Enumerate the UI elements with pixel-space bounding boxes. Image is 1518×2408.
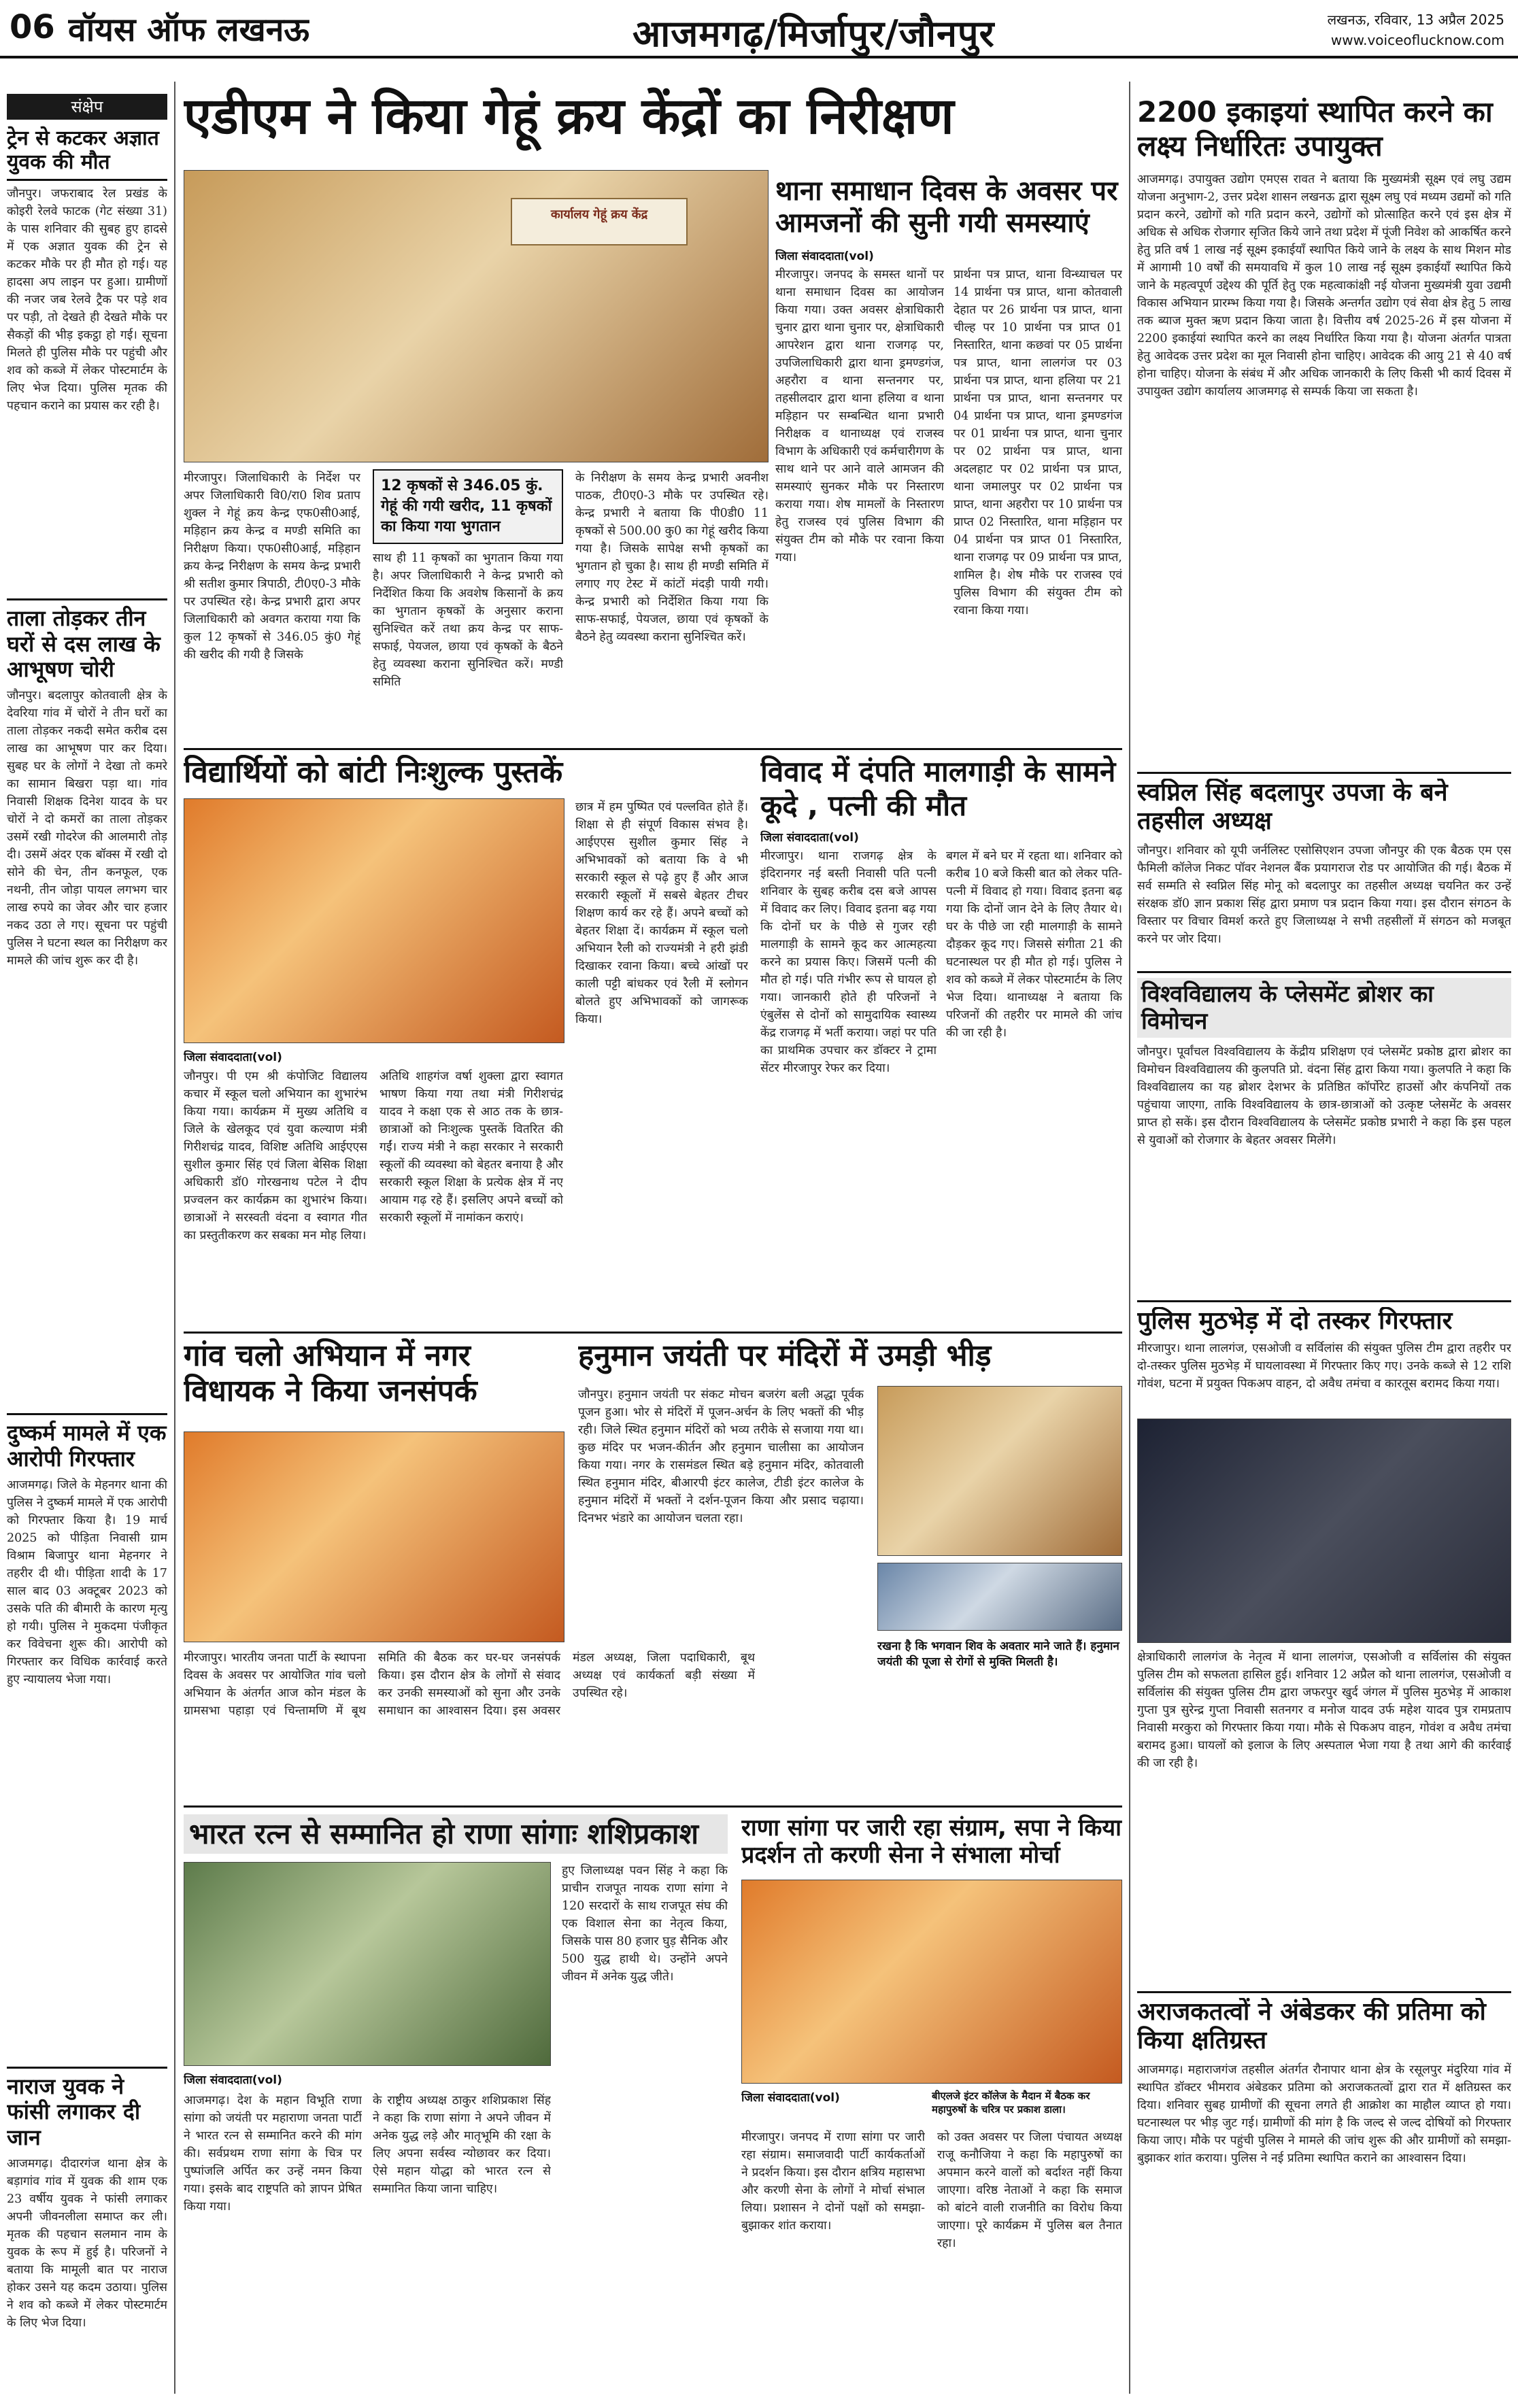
police-headline: पुलिस मुठभेड़ में दो तस्कर गिरफ्तार — [1137, 1307, 1453, 1335]
column-rule — [1129, 82, 1130, 2394]
vivad-story — [760, 755, 1122, 1326]
byline: जिला संवाददाता(vol) — [184, 2073, 282, 2087]
pustak-headline: विद्यार्थियों को बांटी निःशुल्क पुस्तकें — [184, 755, 563, 790]
pustak-body: जौनपुर। पी एम श्री कंपोजिट विद्यालय कचार में स्कूल चलो अभियान का शुभारंभ किया गया। कार्यक्रम में मुख्य अतिथि व जिले के खेलकूद एवं युवा कल्याण मंत्री गिरीशचंद्र यादव, विशिष्ट अतिथि आईएएस सुशील कुमार सिंह एवं जिला बेसिक शिक्षा अधिकारी डॉ0 गोरखनाथ पटेल ने दीप प्रज्वलन कर कार्यक्रम का शुभारंभ किया। छात्राओं ने सरस्वती वंदना व स्वागत गीत का प्रस्तुतीकरण कर सबका मन मोह लिया। — [184, 1070, 367, 1242]
hanuman-story — [578, 1338, 1122, 1801]
rana-photo — [184, 1862, 551, 2066]
gaon-headline: गांव चलो अभियान में नगर विधायक ने किया जनसंपर्क — [184, 1338, 477, 1408]
dateline — [1328, 10, 1504, 50]
divider — [1137, 1300, 1511, 1302]
upayukt-headline: 2200 इकाइयां स्थापित करने का लक्ष्य निर्धारितः उपायुक्त — [1137, 95, 1493, 163]
gaon-body: मीरजापुर। भारतीय जनता पार्टी के स्थापना दिवस के अवसर पर आयोजित गांव चलो अभियान के अंतर्गत आज कोन मंडल के ग्रामसभा पहाड़ा एवं चिन्तामणि में बूथ समिति की बैठक कर घर-घर जनसंपर्क किया। इस दौरान क्षेत्र के लोगों से संवाद कर उनकी समस्याओं को सुना और उनके समाधान का आश्वासन दिया। इस अवसर मंडल अध्यक्ष, जिला पदाधिकारी, बूथ अध्यक्ष एवं कार्यकर्ता बड़ी संख्या में उपस्थित रहे। — [184, 1651, 755, 1718]
vivad-body: बगल में बने घर में रहता था। शनिवार को करीब 10 बजे किसी बात को लेकर पति-पत्नी में विवाद हो गया। विवाद इतना बढ़ गया कि दोनों जान देने के लिए तैयार थे। घर के पीछे जा रही मालगाड़ी के सामने दौड़कर कूद गए। जिससे संगीता 21 की घटनास्थल पर ही मौत हो गई। पुलिस ने शव को कब्जे में लेकर पोस्टमार्टम के लिए भेज दिया। थानाध्यक्ष ने बताया कि परिजनों की तहरीर पर मामले की जांच की जा रही है। — [946, 849, 1122, 1040]
byline: जिला संवाददाता(vol) — [741, 2091, 840, 2105]
hanuman-body: जौनपुर। हनुमान जयंती पर संकट मोचन बजरंग बली अद्धा पूर्वक पूजन हुआ। भोर से मंदिरों में पूजन-अर्चन के लिए भक्तों की भीड़ रही। जिले स्थित हनुमान मंदिरों को भव्य तरीके से सजाया गया था। कुछ मंदिर पर भजन-कीर्तन और हनुमान चालीसा का आयोजन किया गया। नगर के रासमंडल स्थित बड़े हनुमान मंदिर, कोतवाली स्थित हनुमान मंदिर, बीआरपी इंटर कालेज, टीडी इंटर कालेज के हनुमान मंदिरों में भक्तों ने दर्शन-पूजन किया और प्रसाद चढ़ाया। दिनभर भंडारे का आयोजन चलता रहा। — [578, 1388, 864, 1525]
karni-caption: बीएलजे इंटर कॉलेज के मैदान में बैठक कर महापुरुषों के चरित्र पर प्रकाश डाला। — [932, 2089, 1122, 2123]
divider — [7, 598, 167, 600]
sapnil-headline: स्वप्निल सिंह बदलापुर उपजा के बने तहसील अध्यक्ष — [1137, 779, 1448, 836]
briefs-column — [7, 94, 167, 2399]
divider — [7, 2067, 167, 2069]
upayukt-body: आजमगढ़। उपायुक्त उद्योग एमएस रावत ने बताया कि मुख्यमंत्री सूक्ष्म एवं लघु उद्यम योजना अनुभाग-2, उत्तर प्रदेश शासन लखनऊ द्वारा सूक्ष्म लघु एवं मध्यम उद्यमों को गति प्रदान करने, उद्योगों को गति प्रदान करने, उद्योगों को प्रोत्साहित करने एवं इस क्षेत्र में अधिक से अधिक रोजगार सृजित किये जाने तथा प्रदेश में पूंजी निवेश को आकर्षित करने हेतु प्रति वर्ष 1 लाख नई सूक्ष्म इकाईयाँ स्थापित किये जाने के लक्ष्य के साथ मिशन मोड में आगामी 10 वर्षों की समयावधि में कुल 10 लाख नई सूक्ष्म इकाईयाँ स्थापित किये जाने के महत्वपूर्ण उद्देश्य की पूर्ति हेतु एक महत्वाकांक्षी नई योजना मुख्यमंत्री युवा उद्यमी विकास अभियान प्रारम्भ किया गया है। जिसके अन्तर्गत उद्योग एवं सेवा क्षेत्र हेतु 5 लाख तक ब्याज मुक्त ऋण प्रदान किया जाता है। वित्तीय वर्ष 2025-26 में इस योजना में 2200 इकाईयां स्थापित करने का लक्ष्य निर्धारित किया गया है। योजना अंतर्गत पात्रता हेतु आवेदक उत्तर प्रदेश का मूल निवासी होना चाहिए। आवेदक की आयु 21 से 40 वर्ष होना चाहिए। योजना के संबंध में और अधिक जानकारी के लिए किसी भी कार्य दिवस में उपायुक्त उद्योग कार्यालय आजमगढ़ से सम्पर्क किया जा सकता है। — [1137, 173, 1511, 399]
pustak-photo — [184, 798, 564, 1043]
rana-story — [184, 1814, 728, 2399]
brief-body: आजमगढ़। जिले के मेहनगर थाना की पुलिस ने दुष्कर्म मामले में एक आरोपी को गिरफ्तार किया है। 19 मार्च 2025 को पीड़िता निवासी ग्राम विश्राम बिजापुर थाना मेहनगर ने तहरीर दी थी। पीड़िता शादी के 17 साल बाद 03 अक्टूबर 2023 को उसके पति की बीमारी के कारण मृत्यु हो गयी। पुलिस ने मुकदमा पंजीकृत कर विवेचना शुरू की। आरोपी को गिरफ्तार कर विधिक कार्रवाई करते हुए न्यायालय भेजा गया। — [7, 1478, 167, 1686]
police-story — [1137, 1307, 1511, 1987]
byline: जिला संवाददाता(vol) — [775, 250, 874, 264]
lead-col-3 — [575, 469, 769, 741]
vishwa-story — [1137, 978, 1511, 1298]
brief-body: जौनपुर। जफराबाद रेल प्रखंड के कोइरी रेलवे फाटक (गेट संख्या 31) के पास शनिवार की सुबह हुए हादसे में एक अज्ञात युवक की ट्रेन से कटकर मौके पर ही मौत हो गई। यह हादसा अप लाइन पर हुआ। ग्रामीणों की नजर जब रेलवे ट्रैक पर पड़े शव पर पड़ी, तो देखते ही देखते मौके पर सैकड़ों की भीड़ इकट्ठा हो गई। सूचना मिलते ही पुलिस मौके पर पहुंची और शव को कब्जे में लेकर पोस्टमार्टम के लिए भेज दिया। पुलिस मृतक की पहचान कराने का प्रयास कर रही है। — [7, 186, 167, 413]
karni-headline: राणा सांगा पर जारी रहा संग्राम, सपा ने किया प्रदर्शन तो करणी सेना ने संभाला मोर्चा — [741, 1814, 1121, 1869]
pustak-story — [184, 755, 748, 1326]
thana-body: प्रार्थना पत्र प्राप्त, थाना विन्ध्याचल पर 14 प्रार्थना पत्र प्राप्त, थाना कोतवाली देहात पर 26 प्रार्थना पत्र प्राप्त, थाना चील्ह पर 10 प्रार्थना पत्र प्राप्त 01 निस्तारित, थाना कछवां पर 05 प्रार्थना पत्र प्राप्त, थाना लालगंज पर 03 प्रार्थना पत्र प्राप्त, थाना हलिया पर 21 प्रार्थना पत्र प्राप्त, थाना सन्तनगर पर 04 प्रार्थना पत्र प्राप्त, थाना ड्रमण्डगंज पर 01 प्रार्थना पत्र प्राप्त, थाना चुनार पर 02 प्रार्थना पत्र प्राप्त, थाना अदलहाट पर 02 प्रार्थना पत्र प्राप्त, थाना जमालपुर पर 02 प्रार्थना पत्र प्राप्त, थाना अहरौरा पर 10 प्रार्थना पत्र प्राप्त 02 निस्तारित, थाना मड़िहान पर 04 प्रार्थना पत्र प्राप्त 01 निस्तारित, थाना राजगढ़ पर 09 प्रार्थना पत्र प्राप्त, शामिल है। शेष मौके पर राजस्व एवं पुलिस विभाग की संयुक्त टीम को रवाना किया गया। — [954, 268, 1122, 618]
upayukt-story — [1137, 95, 1511, 768]
divider — [7, 1413, 167, 1415]
thana-story — [775, 175, 1122, 747]
karni-body: को उक्त अवसर पर जिला पंचायत अध्यक्ष राजू कनौजिया ने कहा कि महापुरुषों का अपमान करने वालों को बर्दाश्त नहीं किया जाएगा। वरिष्ठ नेताओं ने कहा कि समाज को बांटने वाली राजनीति का विरोध किया जाएगा। पूरे कार्यक्रम में पुलिस बल तैनात रहा। — [937, 2131, 1122, 2250]
page-number: 06 — [10, 8, 55, 46]
section-label: संक्षेप — [7, 94, 167, 120]
region-title: आजमगढ़/मिर्जापुर/जौनपुर — [632, 12, 995, 55]
divider — [184, 1805, 1122, 1808]
brief-headline: दुष्कर्म मामले में एक आरोपी गिरफ्तार — [7, 1420, 167, 1472]
date: लखनऊ, रविवार, 13 अप्रैल 2025 — [1327, 12, 1504, 28]
lead-headline: एडीएम ने किया गेहूं क्रय केंद्रों का निरीक्षण — [184, 87, 954, 146]
website: www.voiceoflucknow.com — [1330, 32, 1504, 48]
lead-col-2 — [373, 469, 563, 741]
sapnil-body: जौनपुर। शनिवार को यूपी जर्नलिस्ट एसोसिएशन उपजा जौनपुर की एक बैठक एम एस फैमिली कॉलेज निकट पॉवर नेशनल बैंक प्रयागराज रोड पर आयोजित की गई। बैठक में सर्व सम्मति से स्वप्निल सिंह मोनू को बदलापुर का तहसील अध्यक्ष चयनित कर उन्हें संरक्षक डॉ0 ज्ञान प्रकाश सिंह द्वारा प्रमाण पत्र प्रदान किया गया। इस दौरान संगठन के विस्तार पर विचार विमर्श करते हुए जिलाध्यक्ष ने सभी तहसीलों में संगठन को मजबूत करने पर जोर दिया। — [1137, 843, 1511, 946]
lead-body: साथ ही 11 कृषकों का भुगतान किया गया है। अपर जिलाधिकारी ने केन्द्र प्रभारी को निर्देशित किया कि अवशेष किसानों के क्रय का भुगतान कृषकों के अनुसार कराना सुनिश्चित करें तथा क्रय केन्द्र पर साफ-सफाई, पेयजल, छाया एवं कृषकों के बैठने हेतु व्यवस्था कराना सुनिश्चित करें। मण्डी समिति — [373, 552, 563, 689]
byline: जिला संवाददाता(vol) — [184, 1051, 282, 1064]
rana-body: के राष्ट्रीय अध्यक्ष ठाकुर शशिप्रकाश सिंह ने कहा कि राणा सांगा ने अपने जीवन में अनेक युद्ध लड़े और मातृभूमि की रक्षा के लिए अपना सर्वस्व न्योछावर कर दिया। ऐसे महान योद्धा को भारत रत्न से सम्मानित किया जाना चाहिए। — [373, 2094, 551, 2196]
police-body: क्षेत्राधिकारी लालगंज के नेतृत्व में थाना लालगंज, एसओजी व सर्विलांस की संयुक्त पुलिस टीम को सफलता हासिल हुई। शनिवार 12 अप्रैल को थाना लालगंज, एसओजी व सर्विलांस की संयुक्त पुलिस टीम द्वारा जफरपुर खुर्द जंगल में पुलिस मुठभेड़ में आकाश गुप्ता पुत्र सुरेन्द्र गुप्ता निवासी सतनगर व मनोज यादव उर्फ महेश यादव पुत्र रामप्रताप निवासी मरकुरा को गिरफ्तार किया गया। मौके से पिकअप वाहन, गोवंश व अवैध तमंचा बरामद हुआ। घायलों को इलाज के लिए अस्पताल भेजा गया है तथा आगे की कार्रवाई की जा रही है। — [1137, 1650, 1511, 1771]
brief-headline: ताला तोड़कर तीन घरों से दस लाख के आभूषण चोरी — [7, 605, 161, 683]
pustak-body: अतिथि शाहगंज वर्षा शुक्ला द्वारा स्वागत भाषण किया गया तथा मंत्री गिरीशचंद्र यादव ने कक्षा एक से आठ तक के छात्र-छात्राओं को निःशुल्क पुस्तकें वितरित की गईं। राज्य मंत्री ने कहा सरकार ने सरकारी स्कूलों की व्यवस्था को बेहतर बनाया है और सरकारी स्कूल शिक्षा के प्रत्येक क्षेत्र में नए आयाम गढ़ रहे हैं। इसलिए अपने बच्चों को सरकारी स्कूलों में नामांकन कराएं। — [380, 1070, 563, 1225]
karni-photo — [741, 1880, 1122, 2084]
brief-headline: ट्रेन से कटकर अज्ञात युवक की मौत — [7, 126, 159, 175]
sapnil-story — [1137, 779, 1511, 966]
hanuman-photo-2 — [877, 1563, 1122, 1631]
divider — [1137, 971, 1511, 973]
lead-headline-box — [184, 87, 1122, 163]
vivad-body: मीरजापुर। थाना राजगढ़ क्षेत्र के इंदिरानगर नई बस्ती निवासी पति पत्नी शनिवार के सुबह करीब दस बजे आपस में विवाद कर लिए। विवाद इतना बढ़ गया कि दोनों घर के पीछे से गुजर रही मालगाड़ी के सामने कूद कर आत्महत्या करने का प्रयास किए। जिसमें पत्नी की मौत हो गई। पति गंभीर रूप से घायल हो गया। जानकारी होते ही परिजनों ने एंबुलेंस से दोनों को सामुदायिक स्वास्थ्य केंद्र राजगढ़ में भर्ती कराया। जहां पर पति का प्राथमिक उपचार कर डॉक्टर ने ट्रामा सेंटर मीरजापुर रेफर कर दिया। — [760, 849, 937, 1076]
lead-body: के निरीक्षण के समय केन्द्र प्रभारी अवनीश पाठक, टी0ए0-3 मौके पर उपस्थित रहे। केन्द्र प्रभारी ने बताया कि पी0डी0 11 कृषकों से 500.00 कु0 का गेहूं खरीद किया गया है। जिसके सापेक्ष सभी कृषकों का भुगतान हो चुका है। साथ ही मण्डी समिति में लगाए गए टेस्ट में कांटों मंदड़ी पायी गयी। केन्द्र प्रभारी को निर्देशित किया गया कि साफ-सफाई, पेयजल, छाया एवं कृषकों के बैठने हेतु व्यवस्था कराना सुनिश्चित करें। — [575, 471, 769, 644]
vishwa-body: जौनपुर। पूर्वांचल विश्वविद्यालय के केंद्रीय प्रशिक्षण एवं प्लेसमेंट प्रकोष्ठ द्वारा ब्रोशर का विमोचन विश्वविद्यालय की कुलपति प्रो. वंदना सिंह द्वारा किया गया। कुलपति ने कहा कि विश्वविद्यालय का यह ब्रोशर देशभर के प्रतिष्ठित कॉर्पोरेट हाउसों और कंपनियों तक पहुंचाया जाएगा, ताकि विश्वविद्यालय के छात्र-छात्राओं को उत्कृष्ट प्लेसमेंट के अवसर प्राप्त हो सकें। इस दौरान विश्वविद्यालय के प्लेसमेंट प्रकोष्ठ प्रभारी ने कहा कि इस पहल से युवाओं को रोजगार के बेहतर अवसर मिलेंगे। — [1137, 1045, 1511, 1148]
karni-story — [741, 1814, 1122, 2399]
masthead — [0, 0, 1518, 58]
divider — [184, 748, 1122, 750]
column-rule — [174, 82, 175, 2394]
thana-body: मीरजापुर। जनपद के समस्त थानों पर थाना समाधान दिवस का आयोजन किया गया। उक्त अवसर क्षेत्राधिकारी चुनार द्वारा थाना चुनार पर, क्षेत्राधिकारी आपरेशन द्वारा थाना राजगढ़ पर, उपजिलाधिकारी द्वारा थाना ड्रमण्डगंज, अहरौरा व थाना सन्तनगर पर, तहसीलदार द्वारा थाना हलिया व थाना मड़िहान पर सम्बन्धित थाना प्रभारी निरीक्षक व थानाध्यक्ष एवं राजस्व विभाग के अधिकारी एवं कर्मचारीगण के साथ थाने पर आने वाले आमजन की समस्याएं सुनकर मौके पर निस्तारण कराया गया। शेष मामलों के निस्तारण हेतु राजस्व एवं पुलिस विभाग की संयुक्त टीम को मौके पर रवाना किया गया। — [775, 268, 944, 565]
divider — [1137, 772, 1511, 774]
ambedkar-headline: अराजकतत्वों ने अंबेडकर की प्रतिमा को किया क्षतिग्रस्त — [1137, 1998, 1486, 2055]
ambedkar-story — [1137, 1998, 1511, 2399]
vishwa-headline: विश्वविद्यालय के प्लेसमेंट ब्रोशर का विमोचन — [1137, 978, 1511, 1038]
police-intro: मीरजापुर। थाना लालगंज, एसओजी व सर्विलांस की संयुक्त पुलिस टीम द्वारा तहरीर पर दो-तस्कर पुलिस मुठभेड़ में घायलावस्था में गिरफ्तार किए गए। उनके कब्जे से 12 राशि गोवंश, घटना में प्रयुक्त पिकअप वाहन, दो अवैध तमंचा व कारतूस बरामद किया गया। — [1137, 1342, 1511, 1391]
brief-body: जौनपुर। बदलापुर कोतवाली क्षेत्र के देवरिया गांव में चोरों ने तीन घरों का ताला तोड़कर नकदी समेत करीब दस लाख का आभूषण पार कर दिया। सुबह घर के लोगों ने देखा तो कमरे का सामान बिखरा पड़ा था। गांव निवासी शिक्षक दिनेश यादव के घर चोरों ने दो कमरों का ताला तोड़कर उसमें रखी गोदरेज की आलमारी तोड़ दी। उसमें अंदर एक बॉक्स में रखी दो सोने की चेन, तीन कनफूल, एक नथनी, तीन जोड़ा पायल लगभग चार लाख रुपये का जेवर और चार हजार नकद उठा ले गए। सूचना पर पहुंची पुलिस ने घटना स्थल का निरीक्षण कर मामले की जांच शुरू कर दी है। — [7, 689, 167, 968]
gaon-headline-box — [184, 1338, 564, 1427]
divider — [7, 179, 167, 181]
brief-headline: नाराज युवक ने फांसी लगाकर दी जान — [7, 2073, 141, 2151]
photo-signboard: कार्यालय गेहूं क्रय केंद्र — [511, 198, 688, 245]
lead-col-1 — [184, 469, 360, 741]
divider — [184, 1332, 1122, 1334]
brief-body: आजमगढ़। दीदारगंज थाना क्षेत्र के बड़ागांव गांव में युवक की शाम एक 23 वर्षीय युवक ने फांसी लगाकर अपनी जीवनलीला समाप्त कर ली। मृतक की पहचान सलमान नाम के युवक के रूप में हुई है। परिजनों ने बताया कि मामूली बात पर नाराज होकर उसने यह कदम उठाया। पुलिस ने शव को कब्जे में लेकर पोस्टमार्टम के लिए भेज दिया। — [7, 2156, 167, 2330]
karni-body: मीरजापुर। जनपद में राणा सांगा पर जारी रहा संग्राम। समाजवादी पार्टी कार्यकर्ताओं ने प्रदर्शन किया। इस दौरान क्षत्रिय महासभा और करणी सेना के लोगों ने मोर्चा संभाल लिया। प्रशासन ने दोनों पक्षों को समझा-बुझाकर शांत कराया। — [741, 2131, 925, 2233]
rana-headline: भारत रत्न से सम्मानित हो राणा सांगाः शशिप्रकाश — [184, 1814, 728, 1854]
gaon-photo — [184, 1431, 564, 1642]
lead-photo — [184, 170, 769, 462]
divider — [1137, 1991, 1511, 1993]
hanuman-photo — [877, 1386, 1122, 1556]
hanuman-caption: रखना है कि भगवान शिव के अवतार माने जाते हैं। हनुमान जयंती की पूजा से रोगों से मुक्ति मिलती है। — [877, 1638, 1122, 1706]
byline: जिला संवाददाता(vol) — [760, 831, 859, 845]
ambedkar-body: आजमगढ़। महाराजगंज तहसील अंतर्गत रौनापार थाना क्षेत्र के रसूलपुर मंदुरिया गांव में स्थापित डॉक्टर भीमराव अंबेडकर प्रतिमा को अराजकतत्वों द्वारा रात में क्षतिग्रस्त कर दिया। शनिवार सुबह ग्रामीणों की सूचना लगते ही आक्रोश का माहौल व्याप्त हो गया। घटनास्थल पर भीड़ जुट गई। ग्रामीणों की मांग है कि जल्द से जल्द दोषियों को गिरफ्तार किया जाए। मौके पर पहुंची पुलिस ने मामले की जांच शुरू की और ग्रामीणों को समझा-बुझाकर शांत कराया। पुलिस ने नई प्रतिमा स्थापित कराने का आश्वासन दिया। — [1137, 2063, 1511, 2165]
thana-headline: थाना समाधान दिवस के अवसर पर आमजनों की सुनी गयी समस्याएं — [775, 175, 1118, 239]
rana-body: हुए जिलाध्यक्ष पवन सिंह ने कहा कि प्राचीन राजपूत नायक राणा सांगा ने 120 सरदारों के साथ राजपूत संघ की एक विशाल सेना का नेतृत्व किया, जिसके पास 80 हजार घुड़ सैनिक और 500 युद्ध हाथी थे। उन्होंने अपने जीवन में अनेक युद्ध जीते। — [562, 1864, 728, 1984]
police-photo — [1137, 1419, 1511, 1643]
rana-body: आजमगढ़। देश के महान विभूति राणा सांगा को जयंती पर महाराणा जनता पार्टी ने भारत रत्न से सम्मानित करने की मांग की। सर्वप्रथम राणा सांगा के चित्र पर पुष्पांजलि अर्पित कर उन्हें नमन किया गया। इसके बाद राष्ट्रपति को ज्ञापन प्रेषित किया गया। — [184, 2094, 362, 2214]
vivad-headline: विवाद में दंपति मालगाड़ी के सामने कूदे , पत्नी की मौत — [760, 755, 1116, 822]
hanuman-headline: हनुमान जयंती पर मंदिरों में उमड़ी भीड़ — [578, 1338, 992, 1373]
paper-name: वॉयस ऑफ लखनऊ — [68, 11, 310, 49]
lead-body: मीरजापुर। जिलाधिकारी के निर्देश पर अपर जिलाधिकारी वि0/रा0 शिव प्रताप शुक्ल ने गेहूं क्रय केन्द्र एफ0सी0आई, मड़िहान क्रय केन्द्र व मण्डी समिति का निरीक्षण किया। एफ0सी0आई, मड़िहान क्रय केन्द्र निरीक्षण के समय केन्द्र प्रभारी श्री सतीश कुमार त्रिपाठी, टी0ए0-3 मौके पर उपस्थित रहे। केन्द्र प्रभारी द्वारा अपर जिलाधिकारी को अवगत कराया गया कि कुल 12 कृषकों से 346.05 कुं0 गेहूं की खरीद की गयी है जिसके — [184, 471, 360, 662]
lead-highlight: 12 कृषकों से 346.05 कुं. गेहूं की गयी खरीद, 11 कृषकों का किया गया भुगतान — [373, 469, 563, 544]
pustak-body: छात्र में हम पुष्पित एवं पल्लवित होते हैं। शिक्षा से ही संपूर्ण विकास संभव है। आईएएस सुशील कुमार सिंह ने अभिभावकों को बताया कि वे भी सरकारी स्कूल से पढ़े हुए हैं और आज सरकारी स्कूलों में सबसे बेहतर टीचर शिक्षण कार्य कर रहे हैं। अपने बच्चों को बेहतर शिक्षा दें। कार्यक्रम में स्कूल चलो अभियान रैली को राज्यमंत्री ने हरी झंडी दिखाकर रवाना किया। बच्चे आंखों पर काली पट्टी बांधकर एवं रैली में स्लोगन बोलते हुए अभिभावकों को जागरूक किया। — [575, 800, 748, 1026]
